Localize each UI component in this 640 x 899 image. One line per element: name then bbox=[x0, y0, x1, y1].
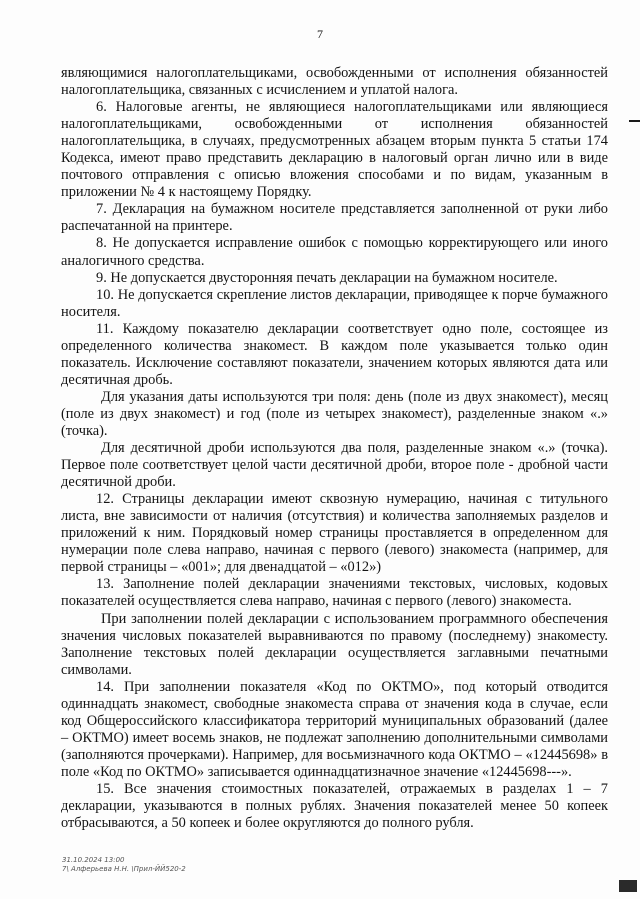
print-file-path: 7\ Алферьева Н.Н. \Прил-ЙЙ520-2 bbox=[62, 865, 186, 873]
paragraph-15: 15. Все значения стоимостных показателей, отражаемых в разделах 1 – 7 декларации, указываются в полных рублях. Значения показателей менее 50 копеек отбрасываются, а 50 копеек и более округляются до полного рубля. bbox=[61, 780, 608, 832]
paragraph-8: 8. Не допускается исправление ошибок с помощью корректирующего или иного аналогичного средства. bbox=[61, 235, 608, 269]
paragraph-13-software: При заполнении полей декларации с использованием программного обеспечения значения числовых показателей выравниваются по правому (последнему) знакоместу. Заполнение текстовых полей декларации осуществляется заглавными печатными символами. bbox=[61, 610, 608, 678]
paragraph-10: 10. Не допускается скрепление листов декларации, приводящее к порче бумажного носителя. bbox=[61, 286, 608, 320]
paragraph-11-date-fields: Для указания даты используются три поля: день (поле из двух знакомест), месяц (поле из двух знакомест) и год (поле из четырех знакомест), разделенные знаком «.» (точка). bbox=[61, 388, 608, 439]
scan-artifact-corner bbox=[619, 880, 637, 892]
paragraph-14: 14. При заполнении показателя «Код по ОКТМО», под который отводится одиннадцать знакомест, свободные знакоместа справа от значения кода в случае, если код Общероссийского классификатора территорий муниципальных образований (далее – ОКТМО) имеет восемь знаков, не подлежат заполнению дополнительными символами (заполняются прочерками). Например, для восьмизначного кода ОКТМО – «12445698» в поле «Код по ОКТМО» записывается одиннадцатизначное значение «12445698---». bbox=[61, 678, 608, 780]
page-number: 7 bbox=[317, 27, 323, 41]
paragraph-7: 7. Декларация на бумажном носителе представляется заполненной от руки либо распечатанной на принтере. bbox=[61, 201, 608, 235]
paragraph-continuation: являющимися налогоплательщиками, освобожденными от исполнения обязанностей налогоплательщика, связанных с исчислением и уплатой налога. bbox=[61, 65, 608, 99]
paragraph-12: 12. Страницы декларации имеют сквозную нумерацию, начиная с титульного листа, вне зависимости от наличия (отсутствия) и количества заполняемых разделов и приложений к ним. Порядковый номер страницы проставляется в определенном для нумерации поле слева направо, начиная с первого (левого) знакоместа (например, для первой страницы – «001»; для двенадцатой – «012») bbox=[61, 491, 608, 576]
document-body bbox=[61, 65, 608, 832]
print-timestamp: 31.10.2024 13:00 bbox=[62, 856, 125, 864]
print-footer bbox=[62, 856, 186, 874]
paragraph-11-decimal-fields: Для десятичной дроби используются два поля, разделенные знаком «.» (точка). Первое поле соответствует целой части десятичной дроби, второе поле - дробной части десятичной дроби. bbox=[61, 440, 608, 491]
paragraph-13: 13. Заполнение полей декларации значениями текстовых, числовых, кодовых показателей осуществляется слева направо, начиная с первого (левого) знакоместа. bbox=[61, 576, 608, 610]
paragraph-11: 11. Каждому показателю декларации соответствует одно поле, состоящее из определенного количества знакомест. В каждом поле указывается только один показатель. Исключение составляют показатели, значением которых являются дата или десятичная дробь. bbox=[61, 320, 608, 388]
paragraph-6: 6. Налоговые агенты, не являющиеся налогоплательщиками или являющиеся налогоплательщиками, освобожденными от исполнения обязанностей налогоплательщика, в случаях, предусмотренных абзацем вторым пункта 5 статьи 174 Кодекса, имеют право представить декларацию в налоговый орган лично или в виде почтового отправления с описью вложения способами и по видам, указанным в приложении № 4 к настоящему Порядку. bbox=[61, 99, 608, 201]
scan-artifact bbox=[629, 120, 640, 122]
paragraph-9: 9. Не допускается двусторонняя печать декларации на бумажном носителе. bbox=[96, 269, 558, 286]
